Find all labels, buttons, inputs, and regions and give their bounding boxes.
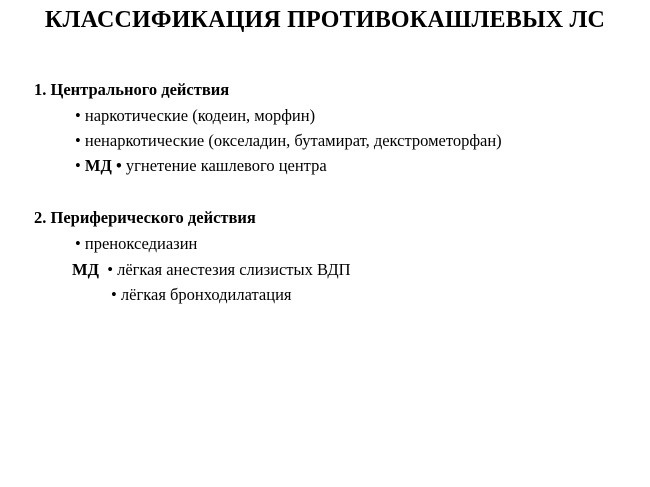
bullet: • (107, 260, 113, 279)
list-item-text: пренокседиазин (84, 234, 198, 253)
section-heading-central: 1. Центрального действия (34, 80, 230, 99)
bullet: • (111, 285, 117, 304)
bullet: • (115, 156, 122, 175)
md-item (72, 260, 351, 280)
list-item (75, 234, 197, 254)
list-item-text: ненаркотические (окселадин, бутамират, декстрометорфан) (84, 131, 502, 150)
bullet: • (75, 156, 81, 175)
list-item (75, 131, 502, 151)
section-heading-peripheral: 2. Периферического действия (34, 208, 256, 227)
md-label: МД (72, 260, 99, 279)
md-item (111, 285, 292, 305)
bullet: • (75, 131, 81, 150)
md-item (75, 156, 327, 176)
md-item-text: угнетение кашлевого центра (125, 156, 327, 175)
md-item-text: лёгкая анестезия слизистых ВДП (117, 260, 351, 279)
list-item-text: наркотические (кодеин, морфин) (84, 106, 316, 125)
md-label: МД (84, 156, 112, 175)
bullet: • (75, 106, 81, 125)
md-item-text: лёгкая бронходилатация (120, 285, 292, 304)
bullet: • (75, 234, 81, 253)
slide-title: КЛАССИФИКАЦИЯ ПРОТИВОКАШЛЕВЫХ ЛС (44, 7, 606, 33)
list-item (75, 106, 315, 126)
